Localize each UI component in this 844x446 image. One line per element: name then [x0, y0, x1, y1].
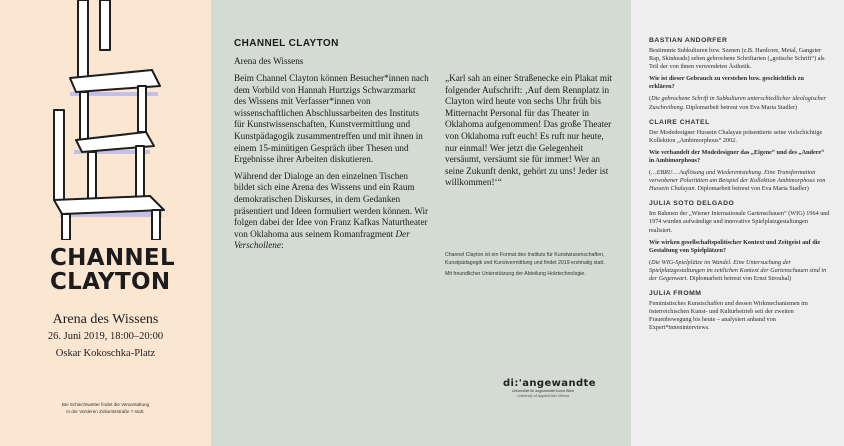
participant-thesis: (…EBRU… Auflösung und Wiederentstehung. Eine Transformation verwobener Polaritäten am Beispiel der Kollektion Ambimorphous von Hussein Chalayan. Diplomarbeit betreut von Eva Maria Stadler) [649, 169, 826, 193]
participant-name: CLAIRE CHATEL [649, 118, 710, 126]
participant-name: BASTIAN ANDORFER [649, 37, 728, 44]
participant-entry [649, 200, 830, 283]
description-paragraph: Während der Dialoge an den einzelnen Tischen bildet sich eine Arena des Wissens und ein Raum demokratischen Diskurses, in dem Gedanken präsentiert und Ideen formuliert werden können. Wir folgen dabei der Idee von Franz Kafkas Naturtheater von Oklahoma aus seinem Romanfragment Der Verschollene: [234, 170, 429, 251]
participants-panel [631, 0, 844, 446]
participant-abstract: Bestimmte Subkulturen bzw. Szenen (z.B. Hardcore, Metal, Gangster Rap, Skinheads) sehen gebrochene Schriftarten („gotische Schrift“) als Teil der von ihnen verwendeten Ästhetik. [649, 47, 825, 71]
format-info: Channel Clayton ist ein Format des Instituts für Kunstwissenschaften, Kunstpädagogik und Kunstvermittlung und findet 2019 erstmalig statt. Mit freundlicher Unterstützung der Abteilung Holztechnologie. [445, 252, 605, 278]
kafka-quote: „Karl sah an einer Straßenecke ein Plakat mit folgender Aufschrift: ‚Auf dem Rennplatz in Clayton wird heute von sechs Uhr früh bis Mitternacht Personal für das Theater in Oklahoma aufgenommen! Das große Theater von Oklahoma ruft euch! Es ruft nur heute, nur einmal! Wer jetzt die Gelegenheit versäumt, versäumt sie für immer! Wer an seine Zukunft denkt, gehört zu uns! Jeder ist willkommen!‘“ [445, 73, 613, 188]
stacked-chairs-illustration [40, 0, 175, 240]
participant-question: Wie ist dieser Gebrauch zu verstehen bzw. geschichtlich zu erklären? [649, 75, 804, 91]
novel-title: Der Verschollene [234, 228, 410, 251]
description-text [234, 73, 429, 257]
cover-event-details [0, 311, 211, 362]
cover-subtitle: Arena des Wissens [52, 312, 159, 327]
participant-abstract: Feministisches Kunstschaffen und dessen Wirkmechanismen im österreichischen Kunst- und Kulturbetrieb seit der zweiten Frauenbewegung bis heute – analysiert anhand von Expert*inneninterviews. [649, 300, 808, 332]
participant-entry [649, 37, 830, 112]
participant-question: Wie verhandelt der Modedesigner das „Eigene“ und des „Andere“ in Ambimorphous? [649, 148, 825, 164]
cover-place: Oskar Kokoschka-Platz [55, 348, 156, 359]
cover-date: 26. Juni 2019, 18:00–20:00 [47, 331, 164, 342]
participant-question: Wie wirken gesellschaftspolitischer Kontext und Zeitgeist auf die Gestaltung von Spielplätzen? [649, 238, 821, 254]
description-subheading: Arena des Wissens [234, 56, 304, 66]
description-paragraph: Beim Channel Clayton können Besucher*innen nach dem Vorbild von Hannah Hurtzigs Schwarzmarkt des Wissens mit Verfasser*innen von wissenschaftlichen Abschlussarbeiten des Instituts für Kunstwissenschaften, Kunstvermittlung und Kunstpädagogik zusammentreffen und mit ihnen in einem 15-minütigen Gespräch über Thesen und Ergebnisse ihrer Arbeiten diskutieren. [234, 73, 429, 165]
angewandte-logo: di:'angewandte Universität für angewandte Kunst Wien University of Applied Arts Vienna [503, 378, 596, 398]
participant-thesis: (Die gebrochene Schrift in Subkulturen unterschiedlicher ideologischer Zuschreibung. Diplomarbeit betreut von Eva Maria Stadler) [649, 95, 826, 111]
participant-abstract: Der Modedesigner Hussein Chalayan präsentierte seine vielschichtige Kollektion „Ambimorphous“ 2002. [649, 128, 823, 144]
cover-panel [0, 0, 211, 446]
cover-title: CHANNEL CLAYTON [50, 245, 175, 295]
description-panel [211, 0, 631, 446]
participant-abstract: Im Rahmen der „Wiener Internationale Gartenschauen“ (WIG) 1964 und 1974 wurden aufwändige und innovative Spielplatzgestaltungen realisiert. [649, 210, 830, 234]
participant-entry [649, 290, 830, 332]
participant-thesis: (Die WIG-Spielplätze im Wandel. Eine Untersuchung der Spielplatzgestaltungen im zeitlichen Kontext der Gartenschauen sind in der Gegenwart. Diplomarbeit betreut von Ernst Strouhal) [649, 258, 827, 282]
participant-entry [649, 119, 830, 194]
participant-name: JULIA FROMM [649, 290, 702, 298]
description-heading: CHANNEL CLAYTON [234, 38, 339, 49]
participant-name: JULIA SOTO DELGADO [649, 200, 735, 208]
chair-lines [54, 0, 164, 240]
cover-weather-note: Bei Schlechtwetter findet die Veranstaltung in der Vorderen Zollamtsstraße 7 statt. [61, 402, 150, 414]
